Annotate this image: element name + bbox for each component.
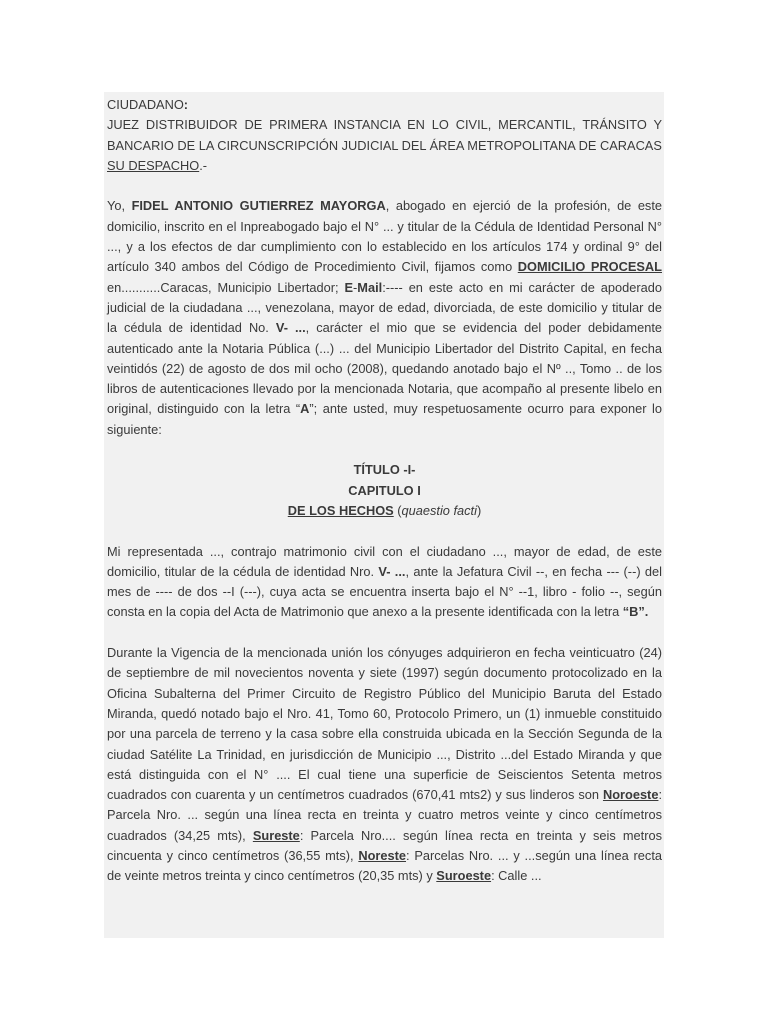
- boundary-sureste: Sureste: [252, 827, 300, 843]
- section-heading: [107, 460, 662, 521]
- intro-text: en...........Caracas, Municipio Libertador;: [107, 279, 345, 295]
- property-text: : Parcela Nro.... según línea recta en treinta y seis metros cincuenta y cinco centímetros (36,55 mts),: [107, 827, 662, 863]
- document-text-area: [104, 92, 664, 938]
- domicilio-procesal: DOMICILIO PROCESAL: [517, 259, 662, 275]
- boundary-noreste: Noreste: [358, 847, 407, 863]
- property-text: : Calle ...: [491, 868, 542, 884]
- hechos-line: [107, 501, 662, 521]
- document-body: [104, 92, 664, 887]
- intro-text: ”; ante usted, muy respetuosamente ocurro para exponer lo siguiente:: [107, 401, 662, 437]
- property-text: : Parcela Nro. ... según una línea recta en treinta y cuatro metros veinte y cinco centímetros cuadrados (34,25 mts),: [107, 787, 662, 843]
- id-code: V- ...: [275, 320, 306, 336]
- marriage-text: Mi representada ..., contrajo matrimonio civil con el ciudadano ..., mayor de edad, de este domicilio, titular de la cédula de identidad Nro.: [107, 543, 662, 579]
- title-line: TÍTULO -I-: [353, 462, 416, 478]
- salutation-colon: :: [183, 97, 189, 112]
- boundary-noroeste: Noroeste: [602, 787, 659, 803]
- email-label-mail: Mail: [357, 279, 383, 295]
- court-name: JUEZ DISTRIBUIDOR DE PRIMERA INSTANCIA EN LO CIVIL, MERCANTIL, TRÁNSITO Y BANCARIO DE LA CIRCUNSCRIPCIÓN JUDICIAL DEL ÁREA METROPOLITANA DE CARACAS: [107, 117, 662, 153]
- intro-text: Yo,: [107, 198, 132, 214]
- id-code: V- ...: [378, 563, 406, 579]
- intro-text: , abogado en ejerció de la profesión, de este domicilio, inscrito en el Inpreabogado bajo el N° ... y titular de la Cédula de Identidad Personal N° ..., y a los efectos de dar cumplimiento con lo establecido en los artículos 174 y ordinal 9° del artículo 340 ambos del Código de Procedimiento Civil, fijamos como: [107, 198, 663, 275]
- boundary-suroeste: Suroeste: [436, 868, 492, 884]
- marriage-paragraph: [107, 542, 662, 623]
- marriage-text: , ante la Jefatura Civil --, en fecha --- (--) del mes de ---- de dos --I (---), cuya acta se encuentra inserta bajo el N° --1, libro - folio --, según consta en la copia del Acta de Matrimonio que anexo a la presente identificada con la letra: [107, 563, 662, 620]
- email-label-dash: -: [353, 279, 358, 295]
- despacho-suffix: .-: [199, 157, 208, 173]
- property-paragraph: [107, 643, 662, 887]
- spacer: [107, 521, 662, 541]
- salutation-text: CIUDADANO: [107, 97, 184, 112]
- spacer: [107, 440, 662, 460]
- salutation-line: [107, 95, 662, 115]
- spacer: [107, 623, 662, 643]
- letter-b: “B”.: [622, 604, 649, 620]
- hechos-close: ): [476, 502, 482, 518]
- attorney-name: FIDEL ANTONIO GUTIERREZ MAYORGA: [131, 198, 386, 214]
- spacer: [107, 176, 662, 196]
- hechos-open: (: [393, 502, 402, 518]
- chapter-line: CAPITULO I: [348, 482, 421, 498]
- hechos-title: DE LOS HECHOS: [287, 502, 394, 518]
- hechos-latin: quaestio facti: [401, 502, 477, 518]
- letter-a: A: [300, 401, 310, 417]
- intro-text: :---- en este acto en mi carácter de apoderado judicial de la ciudadana ..., venezolana, mayor de edad, divorciada, de este domicilio y titular de la cédula de identidad No.: [107, 279, 662, 336]
- intro-text: , carácter el mio que se evidencia del poder debidamente autenticado ante la Notaria Pública (...) ... del Municipio Libertador del Distrito Capital, en fecha veintidós (22) de agosto de dos mil ocho (2008), quedando anotado bajo el Nº .., Tomo .. de los libros de autenticaciones llevado por la mencionada Notaria, que acompaño al presente libelo en original, distinguido con la letra “: [107, 320, 662, 417]
- despacho-line: [107, 156, 662, 176]
- despacho-text: SU DESPACHO: [107, 157, 200, 173]
- intro-paragraph: [107, 196, 662, 440]
- property-text: : Parcelas Nro. ... y ...según una línea recta de veinte metros treinta y cinco centímetros (20,35 mts) y: [107, 847, 662, 884]
- email-label-e: E: [344, 279, 354, 295]
- property-text: Durante la Vigencia de la mencionada unión los cónyuges adquirieron en fecha veinticuatro (24) de septiembre de mil novecientos noventa y siete (1997) según documento protocolizado en la Oficina Subalterna del Primer Circuito de Registro Público del Municipio Baruta del Estado Miranda, quedó notado bajo el Nro. 41, Tomo 60, Protocolo Primero, un (1) inmueble constituido por una parcela de terreno y la casa sobre ella construida ubicada en la Sección Segunda de la ciudad Satélite La Trinidad, en jurisdicción de Municipio ..., Distrito ...del Estado Miranda y que está distinguida con el N° .... El cual tiene una superficie de Seiscientos Setenta metros cuadrados con cuarenta y un centímetros cuadrados (670,41 mts2) y sus linderos son: [107, 645, 662, 803]
